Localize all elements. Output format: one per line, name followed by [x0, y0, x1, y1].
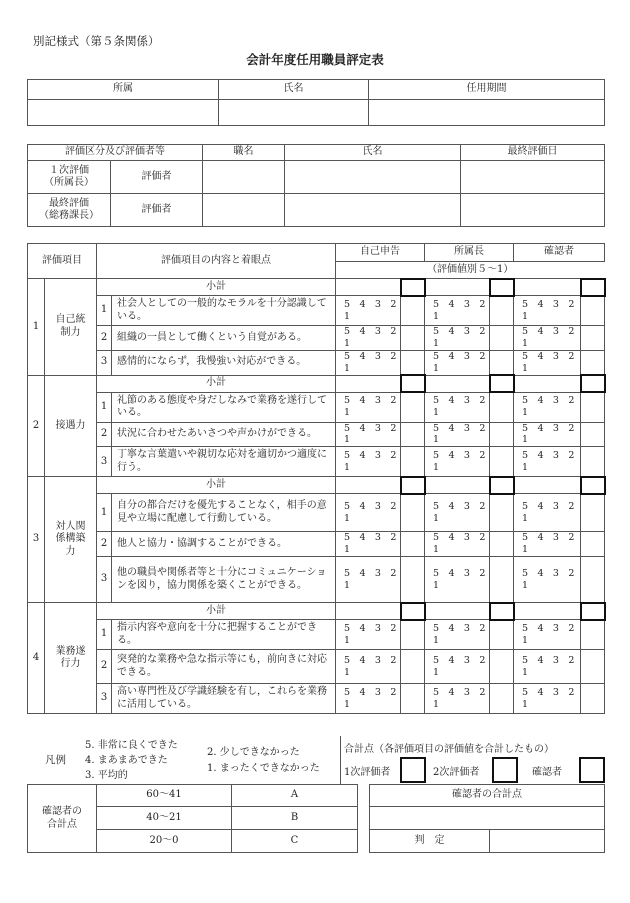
chief-scale[interactable]: 5 4 3 2 1 [425, 684, 490, 714]
confirmer-scale[interactable]: 5 4 3 2 1 [514, 350, 581, 375]
confirmer-value-cell[interactable] [581, 494, 605, 532]
item-number: 1 [97, 620, 112, 650]
info-header-department: 所属 [28, 80, 219, 100]
eval-header-item: 評価項目 [28, 244, 97, 279]
item-text: 高い専門性及び学識経験を有し，これらを業務に活用している。 [112, 684, 336, 714]
chief-value-cell[interactable] [490, 422, 514, 447]
confirmer-scale[interactable]: 5 4 3 2 1 [514, 684, 581, 714]
legend-items-left [85, 738, 178, 783]
category-name: 業務遂 行力 [45, 603, 97, 714]
confirmer-scale[interactable]: 5 4 3 2 1 [514, 422, 581, 447]
chief-value-cell[interactable] [490, 326, 514, 351]
subtotal-chief-box[interactable] [490, 603, 514, 620]
chief-scale[interactable]: 5 4 3 2 1 [425, 494, 490, 532]
item-number: 1 [97, 296, 112, 326]
self-value-cell[interactable] [401, 447, 425, 477]
grade-letter-a: A [232, 785, 358, 807]
confirmer-scale[interactable]: 5 4 3 2 1 [514, 392, 581, 422]
item-text: 組織の一員として働くという自覚がある。 [112, 326, 336, 351]
self-scale[interactable]: 5 4 3 2 1 [336, 494, 401, 532]
grade-table [27, 784, 605, 853]
confirmer-value-cell[interactable] [581, 532, 605, 557]
evaluator-category-first: １次評価 （所属長） [28, 161, 111, 194]
total-second-label: 2次評価者 [433, 767, 480, 778]
self-value-cell[interactable] [401, 326, 425, 351]
subtotal-self-box[interactable] [401, 477, 425, 494]
chief-value-cell[interactable] [490, 532, 514, 557]
evaluator-header-category: 評価区分及び評価者等 [28, 145, 203, 161]
info-table [27, 79, 605, 126]
category-name: 自己統 制力 [45, 279, 97, 376]
evaluator-title-field-first[interactable] [203, 161, 285, 194]
self-value-cell[interactable] [401, 296, 425, 326]
evaluator-role-first: 評価者 [111, 161, 203, 194]
chief-scale[interactable]: 5 4 3 2 1 [425, 392, 490, 422]
chief-scale[interactable]: 5 4 3 2 1 [425, 620, 490, 650]
chief-value-cell[interactable] [490, 684, 514, 714]
legend-item-3: 3. 平均的 [85, 770, 128, 781]
self-value-cell[interactable] [401, 620, 425, 650]
item-text: 社会人としての一般的なモラルを十分認識している。 [112, 296, 336, 326]
self-value-cell[interactable] [401, 350, 425, 375]
confirmer-value-cell[interactable] [581, 650, 605, 684]
item-text: 感情的にならず，我慢強い対応ができる。 [112, 350, 336, 375]
self-scale[interactable]: 5 4 3 2 1 [336, 620, 401, 650]
grade-range-b: 40～21 [97, 807, 232, 830]
self-scale[interactable]: 5 4 3 2 1 [336, 350, 401, 375]
total-confirm-label: 確認者 [532, 767, 562, 778]
eval-header-self: 自己申告 [336, 244, 425, 262]
chief-value-cell[interactable] [490, 447, 514, 477]
grade-letter-c: C [232, 830, 358, 853]
subtotal-confirmer-box[interactable] [581, 603, 605, 620]
evaluator-name-field-first[interactable] [285, 161, 461, 194]
evaluator-category-final: 最終評価 （総務課長） [28, 194, 111, 227]
category-number: 2 [28, 375, 45, 477]
confirmer-scale[interactable]: 5 4 3 2 1 [514, 326, 581, 351]
evaluator-date-field-final[interactable] [461, 194, 605, 227]
legend-item-1: 1. まったくできなかった [207, 763, 320, 774]
form-note: 別記様式（第５条関係） [33, 34, 160, 48]
evaluation-table [27, 243, 606, 714]
legend-item-2: 2. 少しできなかった [207, 747, 300, 758]
self-scale[interactable]: 5 4 3 2 1 [336, 532, 401, 557]
confirmer-value-cell[interactable] [581, 350, 605, 375]
self-value-cell[interactable] [401, 392, 425, 422]
chief-value-cell[interactable] [490, 350, 514, 375]
evaluator-date-field-first[interactable] [461, 161, 605, 194]
self-scale[interactable]: 5 4 3 2 1 [336, 296, 401, 326]
item-number: 1 [97, 494, 112, 532]
info-department-field[interactable] [28, 100, 219, 126]
evaluator-header-title: 職名 [203, 145, 285, 161]
subtotal-confirmer-box[interactable] [581, 279, 605, 296]
item-number: 3 [97, 684, 112, 714]
confirmer-value-cell[interactable] [581, 557, 605, 603]
eval-header-chief: 所属長 [425, 244, 514, 262]
eval-header-confirmer: 確認者 [514, 244, 605, 262]
subtotal-label: 小計 [97, 375, 336, 392]
total-confirm-box[interactable] [579, 757, 605, 783]
category-number: 1 [28, 279, 45, 376]
evaluator-table [27, 144, 605, 227]
chief-value-cell[interactable] [490, 557, 514, 603]
self-scale[interactable]: 5 4 3 2 1 [336, 422, 401, 447]
item-text: 突発的な業務や急な指示等にも，前向きに対応できる。 [112, 650, 336, 684]
confirmer-value-cell[interactable] [581, 296, 605, 326]
self-value-cell[interactable] [401, 422, 425, 447]
self-value-cell[interactable] [401, 557, 425, 603]
subtotal-chief-box[interactable] [490, 279, 514, 296]
self-scale[interactable]: 5 4 3 2 1 [336, 650, 401, 684]
subtotal-label: 小計 [97, 477, 336, 494]
confirm-total-field[interactable] [370, 807, 605, 830]
self-value-cell[interactable] [401, 650, 425, 684]
confirmer-scale[interactable]: 5 4 3 2 1 [514, 557, 581, 603]
item-number: 2 [97, 532, 112, 557]
confirmer-value-cell[interactable] [581, 326, 605, 351]
chief-scale[interactable]: 5 4 3 2 1 [425, 650, 490, 684]
legend-area [27, 736, 604, 784]
info-header-name: 氏名 [219, 80, 369, 100]
evaluator-header-date: 最終評価日 [461, 145, 605, 161]
item-text: 礼節のある態度や身だしなみで業務を遂行している。 [112, 392, 336, 422]
chief-scale[interactable]: 5 4 3 2 1 [425, 326, 490, 351]
subtotal-self-box[interactable] [401, 279, 425, 296]
item-number: 3 [97, 350, 112, 375]
subtotal-confirmer-box[interactable] [581, 375, 605, 392]
grade-range-c: 20～0 [97, 830, 232, 853]
info-name-field[interactable] [219, 100, 369, 126]
self-value-cell[interactable] [401, 684, 425, 714]
total-first-box[interactable] [400, 757, 426, 783]
judgement-label: 判 定 [370, 830, 490, 853]
confirmer-scale[interactable]: 5 4 3 2 1 [514, 650, 581, 684]
item-text: 指示内容や意向を十分に把握することができる。 [112, 620, 336, 650]
chief-scale[interactable]: 5 4 3 2 1 [425, 447, 490, 477]
chief-scale[interactable]: 5 4 3 2 1 [425, 296, 490, 326]
chief-scale[interactable]: 5 4 3 2 1 [425, 557, 490, 603]
confirmer-value-cell[interactable] [581, 620, 605, 650]
chief-value-cell[interactable] [490, 494, 514, 532]
subtotal-label: 小計 [97, 279, 336, 296]
confirmer-scale[interactable]: 5 4 3 2 1 [514, 447, 581, 477]
item-text: 自分の都合だけを優先することなく，相手の意見や立場に配慮して行動している。 [112, 494, 336, 532]
self-scale[interactable]: 5 4 3 2 1 [336, 557, 401, 603]
evaluator-header-name: 氏名 [285, 145, 461, 161]
chief-scale[interactable]: 5 4 3 2 1 [425, 350, 490, 375]
subtotal-chief-box[interactable] [490, 375, 514, 392]
eval-header-scale-note: （評価値別５～1） [336, 262, 605, 279]
chief-value-cell[interactable] [490, 296, 514, 326]
item-text: 他人と協力・協調することができる。 [112, 532, 336, 557]
item-number: 3 [97, 557, 112, 603]
subtotal-chief-box[interactable] [490, 477, 514, 494]
item-number: 2 [97, 650, 112, 684]
item-number: 3 [97, 447, 112, 477]
confirmer-value-cell[interactable] [581, 447, 605, 477]
category-number: 3 [28, 477, 45, 603]
evaluator-title-field-final[interactable] [203, 194, 285, 227]
self-scale[interactable]: 5 4 3 2 1 [336, 684, 401, 714]
total-second-box[interactable] [492, 757, 518, 783]
item-number: 2 [97, 326, 112, 351]
item-text: 他の職員や関係者等と十分にコミュニケーションを図り，協力関係を築くことができる。 [112, 557, 336, 603]
chief-value-cell[interactable] [490, 392, 514, 422]
confirmer-value-cell[interactable] [581, 392, 605, 422]
item-number: 2 [97, 422, 112, 447]
evaluator-role-final: 評価者 [111, 194, 203, 227]
grade-label: 確認者の 合計点 [28, 785, 97, 853]
confirm-total-label: 確認者の合計点 [370, 785, 605, 807]
eval-header-content: 評価項目の内容と着眼点 [97, 244, 336, 279]
self-value-cell[interactable] [401, 494, 425, 532]
legend-item-5: 5. 非常に良くできた [85, 740, 178, 751]
chief-value-cell[interactable] [490, 620, 514, 650]
subtotal-confirmer-box[interactable] [581, 477, 605, 494]
confirmer-scale[interactable]: 5 4 3 2 1 [514, 494, 581, 532]
grade-range-a: 60～41 [97, 785, 232, 807]
item-text: 丁寧な言葉遣いや親切な応対を適切かつ適度に行う。 [112, 447, 336, 477]
category-name: 対人関 係構築 力 [45, 477, 97, 603]
chief-scale[interactable]: 5 4 3 2 1 [425, 532, 490, 557]
confirmer-scale[interactable]: 5 4 3 2 1 [514, 620, 581, 650]
item-text: 状況に合わせたあいさつや声かけができる。 [112, 422, 336, 447]
category-name: 接遇力 [45, 375, 97, 477]
info-term-field[interactable] [369, 100, 605, 126]
category-number: 4 [28, 603, 45, 714]
chief-scale[interactable]: 5 4 3 2 1 [425, 422, 490, 447]
total-title: 合計点（各評価項目の評価値を合計したもの） [344, 744, 554, 755]
self-scale[interactable]: 5 4 3 2 1 [336, 326, 401, 351]
evaluator-name-field-final[interactable] [285, 194, 461, 227]
info-header-term: 任用期間 [369, 80, 605, 100]
legend-label: 凡例 [45, 754, 66, 766]
item-number: 1 [97, 392, 112, 422]
confirmer-value-cell[interactable] [581, 422, 605, 447]
total-first-label: 1次評価者 [344, 767, 391, 778]
confirmer-scale[interactable]: 5 4 3 2 1 [514, 296, 581, 326]
chief-value-cell[interactable] [490, 650, 514, 684]
subtotal-self-box[interactable] [401, 603, 425, 620]
page-title: 会計年度任用職員評定表 [246, 52, 384, 67]
confirmer-value-cell[interactable] [581, 684, 605, 714]
self-scale[interactable]: 5 4 3 2 1 [336, 392, 401, 422]
legend-items-right [207, 745, 320, 777]
judgement-field[interactable] [490, 830, 605, 853]
subtotal-label: 小計 [97, 603, 336, 620]
subtotal-self-box[interactable] [401, 375, 425, 392]
self-scale[interactable]: 5 4 3 2 1 [336, 447, 401, 477]
confirmer-scale[interactable]: 5 4 3 2 1 [514, 532, 581, 557]
self-value-cell[interactable] [401, 532, 425, 557]
legend-item-4: 4. まあまあできた [85, 755, 168, 766]
grade-letter-b: B [232, 807, 358, 830]
